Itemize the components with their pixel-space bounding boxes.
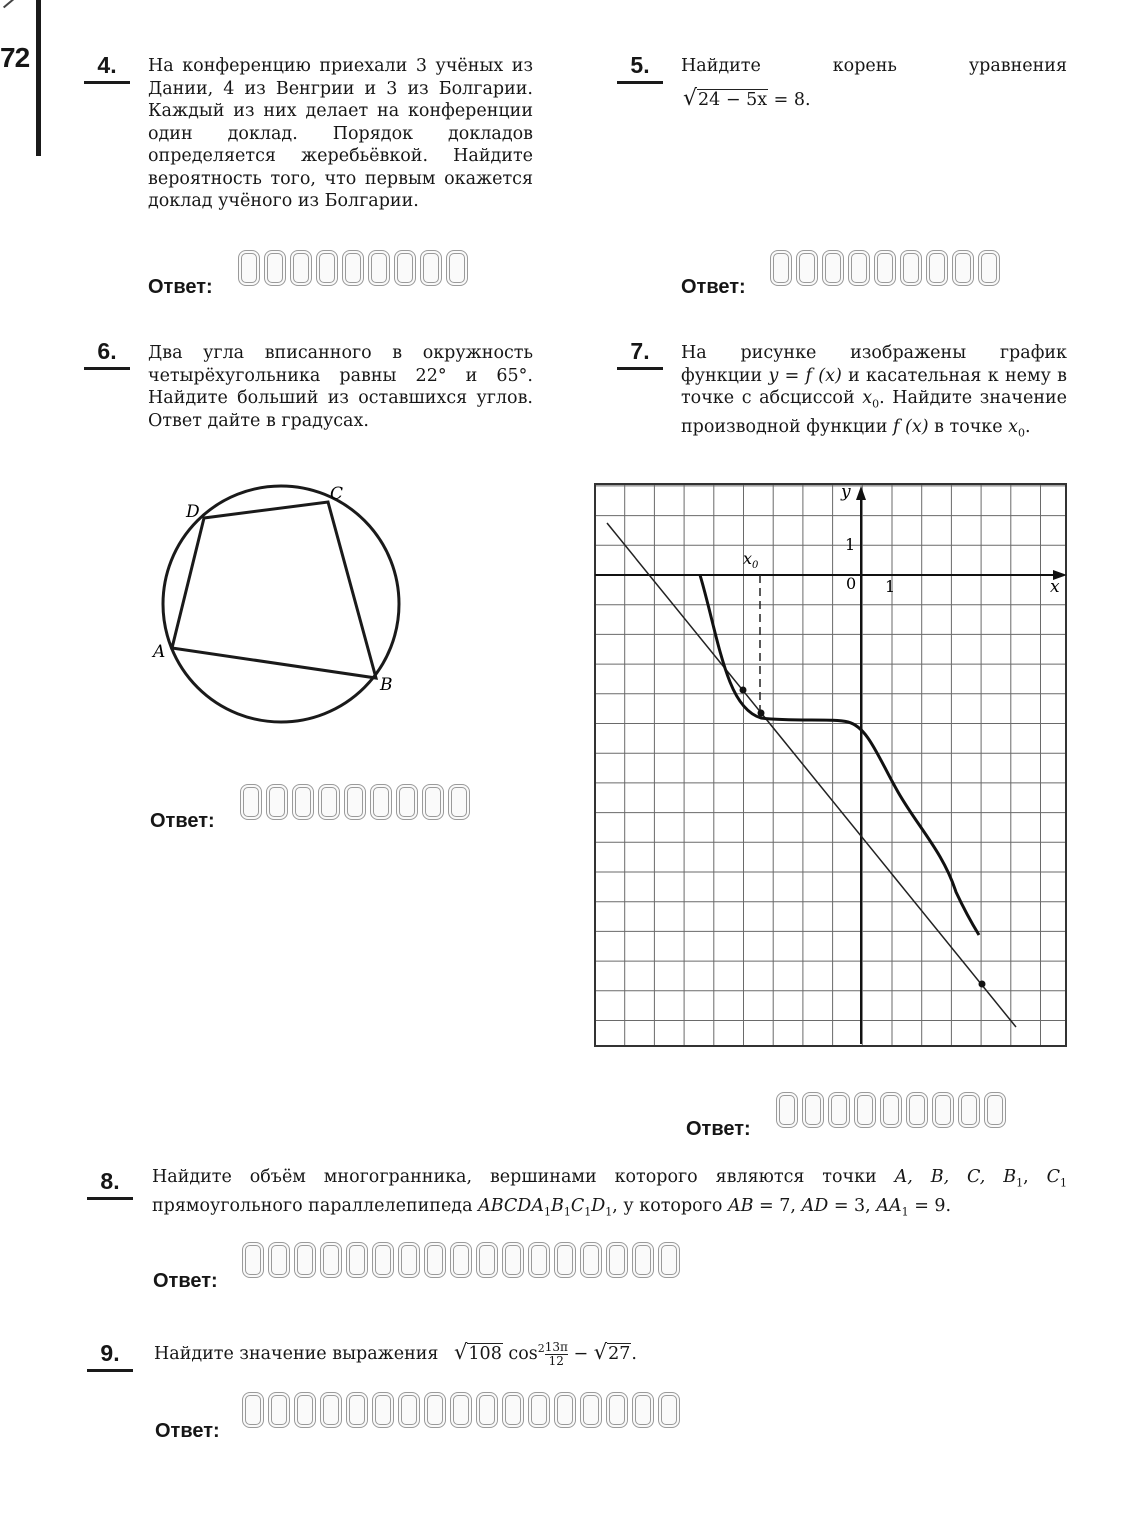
problem-8-text: Найдите объём многогранника, вершинами которого являются точки A, B, C, $B_1$, $C_1$ прямоугольного параллелепипеда $ABCDA_1B_1C_1D_1$, у которого AB = 7, AD = 3, $AA_1 = 9$. <box>152 1167 1067 1219</box>
answer-cell[interactable] <box>476 1392 498 1428</box>
answer-cell[interactable] <box>606 1392 628 1428</box>
margin-tick <box>3 0 15 8</box>
answer-cell[interactable] <box>606 1242 628 1278</box>
answer-cell[interactable] <box>984 1092 1006 1128</box>
problem-7-number: 7. <box>617 338 663 370</box>
answer-cell[interactable] <box>316 250 338 286</box>
answer-cell[interactable] <box>264 250 286 286</box>
answer-cell[interactable] <box>240 784 262 820</box>
answer-cell[interactable] <box>796 250 818 286</box>
answer-cell[interactable] <box>906 1092 928 1128</box>
y-label: y <box>841 482 851 502</box>
tangent-line <box>607 523 1016 1027</box>
answer-label-8: Ответ: <box>153 1270 218 1292</box>
answer-cell[interactable] <box>242 1242 264 1278</box>
answer-boxes-6[interactable] <box>240 784 474 820</box>
answer-cell[interactable] <box>528 1392 550 1428</box>
problem-7-text: На рисунке изображены график функции y = f (x) и касательная к нему в точке с абсциссой $x_0$. Найдите значение производной функции f (x) в точке $x_0$. <box>681 343 1067 440</box>
tangency-point <box>758 710 765 717</box>
answer-cell[interactable] <box>958 1092 980 1128</box>
problem-9-text: Найдите значение выражения √108 $\cos^2$ $\frac{13\pi}{12}$ − √27. <box>154 1339 637 1368</box>
answer-cell[interactable] <box>368 250 390 286</box>
answer-label-7: Ответ: <box>686 1118 751 1140</box>
answer-cell[interactable] <box>528 1242 550 1278</box>
answer-cell[interactable] <box>398 1242 420 1278</box>
answer-cell[interactable] <box>268 1392 290 1428</box>
answer-boxes-8[interactable] <box>242 1242 684 1278</box>
answer-cell[interactable] <box>294 1392 316 1428</box>
answer-label-5: Ответ: <box>681 276 746 298</box>
answer-label-6: Ответ: <box>150 810 215 832</box>
answer-cell[interactable] <box>828 1092 850 1128</box>
answer-cell[interactable] <box>554 1242 576 1278</box>
answer-cell[interactable] <box>266 784 288 820</box>
answer-cell[interactable] <box>776 1092 798 1128</box>
answer-cell[interactable] <box>420 250 442 286</box>
answer-cell[interactable] <box>294 1242 316 1278</box>
answer-cell[interactable] <box>580 1392 602 1428</box>
answer-cell[interactable] <box>290 250 312 286</box>
problem-6-number: 6. <box>84 338 130 370</box>
answer-cell[interactable] <box>242 1392 264 1428</box>
answer-cell[interactable] <box>502 1242 524 1278</box>
problem-8-number: 8. <box>87 1168 133 1200</box>
answer-cell[interactable] <box>320 1392 342 1428</box>
label-d: D <box>186 502 200 522</box>
label-c: C <box>330 484 344 504</box>
answer-cell[interactable] <box>342 250 364 286</box>
problem-6-text: Два угла вписанного в окружность четырёхугольника равны 22° и 65°. Найдите больший из оставшихся углов. Ответ дайте в градусах. <box>148 343 533 431</box>
function-graph <box>593 482 1068 1048</box>
function-curve <box>700 575 979 935</box>
answer-cell[interactable] <box>932 1092 954 1128</box>
problem-4-number: 4. <box>84 52 130 84</box>
problem-9-number: 9. <box>87 1340 133 1372</box>
answer-cell[interactable] <box>848 250 870 286</box>
problem-4-text: На конференцию приехали 3 учёных из Дании, 4 из Венгрии и 3 из Болгарии. Каждый из них делает на конференции один доклад. Порядок докладов определяется жеребьёвкой. Найдите вероятность того, что первым окажется доклад учёного из Болгарии. <box>148 56 533 211</box>
answer-cell[interactable] <box>424 1392 446 1428</box>
answer-boxes-7[interactable] <box>776 1092 1010 1128</box>
problem-5-equation: √24 − 5x = 8. <box>683 86 811 111</box>
answer-cell[interactable] <box>318 784 340 820</box>
answer-cell[interactable] <box>854 1092 876 1128</box>
answer-boxes-4[interactable] <box>238 250 472 286</box>
problem-5-number: 5. <box>617 52 663 84</box>
answer-cell[interactable] <box>822 250 844 286</box>
answer-cell[interactable] <box>346 1242 368 1278</box>
fraction: $\frac{13\pi}{12}$ <box>544 1339 568 1368</box>
answer-label-9: Ответ: <box>155 1420 220 1442</box>
answer-cell[interactable] <box>632 1392 654 1428</box>
answer-cell[interactable] <box>880 1092 902 1128</box>
answer-cell[interactable] <box>770 250 792 286</box>
x0-label: $x_0$ <box>743 549 759 571</box>
answer-cell[interactable] <box>238 250 260 286</box>
answer-cell[interactable] <box>450 1392 472 1428</box>
answer-cell[interactable] <box>346 1392 368 1428</box>
tangent-point-1 <box>740 687 747 694</box>
answer-cell[interactable] <box>398 1392 420 1428</box>
graph-grid <box>595 484 1066 1046</box>
answer-cell[interactable] <box>268 1242 290 1278</box>
answer-cell[interactable] <box>394 250 416 286</box>
answer-label-4: Ответ: <box>148 276 213 298</box>
answer-cell[interactable] <box>476 1242 498 1278</box>
answer-cell[interactable] <box>900 250 922 286</box>
label-b: B <box>380 675 393 695</box>
quadrilateral <box>172 502 376 678</box>
graph-border <box>595 484 1066 1046</box>
y-axis-arrow <box>856 486 866 500</box>
origin-label: 0 <box>846 574 857 593</box>
answer-cell[interactable] <box>926 250 948 286</box>
answer-cell[interactable] <box>658 1242 680 1278</box>
problem-5-rhs: = 8. <box>773 90 811 110</box>
label-a: A <box>153 642 166 662</box>
answer-cell[interactable] <box>424 1242 446 1278</box>
answer-cell[interactable] <box>446 250 468 286</box>
answer-cell[interactable] <box>952 250 974 286</box>
inscribed-quadrilateral-figure <box>140 470 420 740</box>
answer-cell[interactable] <box>632 1242 654 1278</box>
answer-cell[interactable] <box>422 784 444 820</box>
margin-bar <box>36 0 41 156</box>
answer-cell[interactable] <box>580 1242 602 1278</box>
tangent-point-2 <box>979 981 986 988</box>
page-number: 72 <box>0 42 30 73</box>
problem-5-lead: Найдите корень уравнения <box>681 56 1067 76</box>
answer-cell[interactable] <box>802 1092 824 1128</box>
answer-cell[interactable] <box>396 784 418 820</box>
answer-cell[interactable] <box>502 1392 524 1428</box>
answer-cell[interactable] <box>874 250 896 286</box>
problem-5-radicand: 24 − 5x <box>698 90 768 110</box>
answer-cell[interactable] <box>978 250 1000 286</box>
answer-boxes-9[interactable] <box>242 1392 684 1428</box>
answer-cell[interactable] <box>344 784 366 820</box>
answer-cell[interactable] <box>292 784 314 820</box>
answer-boxes-5[interactable] <box>770 250 1004 286</box>
answer-cell[interactable] <box>372 1242 394 1278</box>
y-unit-label: 1 <box>845 535 856 554</box>
answer-cell[interactable] <box>372 1392 394 1428</box>
answer-cell[interactable] <box>554 1392 576 1428</box>
answer-cell[interactable] <box>320 1242 342 1278</box>
answer-cell[interactable] <box>658 1392 680 1428</box>
x-label: x <box>1050 577 1060 597</box>
answer-cell[interactable] <box>370 784 392 820</box>
answer-cell[interactable] <box>448 784 470 820</box>
x-unit-label: 1 <box>885 577 896 596</box>
answer-cell[interactable] <box>450 1242 472 1278</box>
